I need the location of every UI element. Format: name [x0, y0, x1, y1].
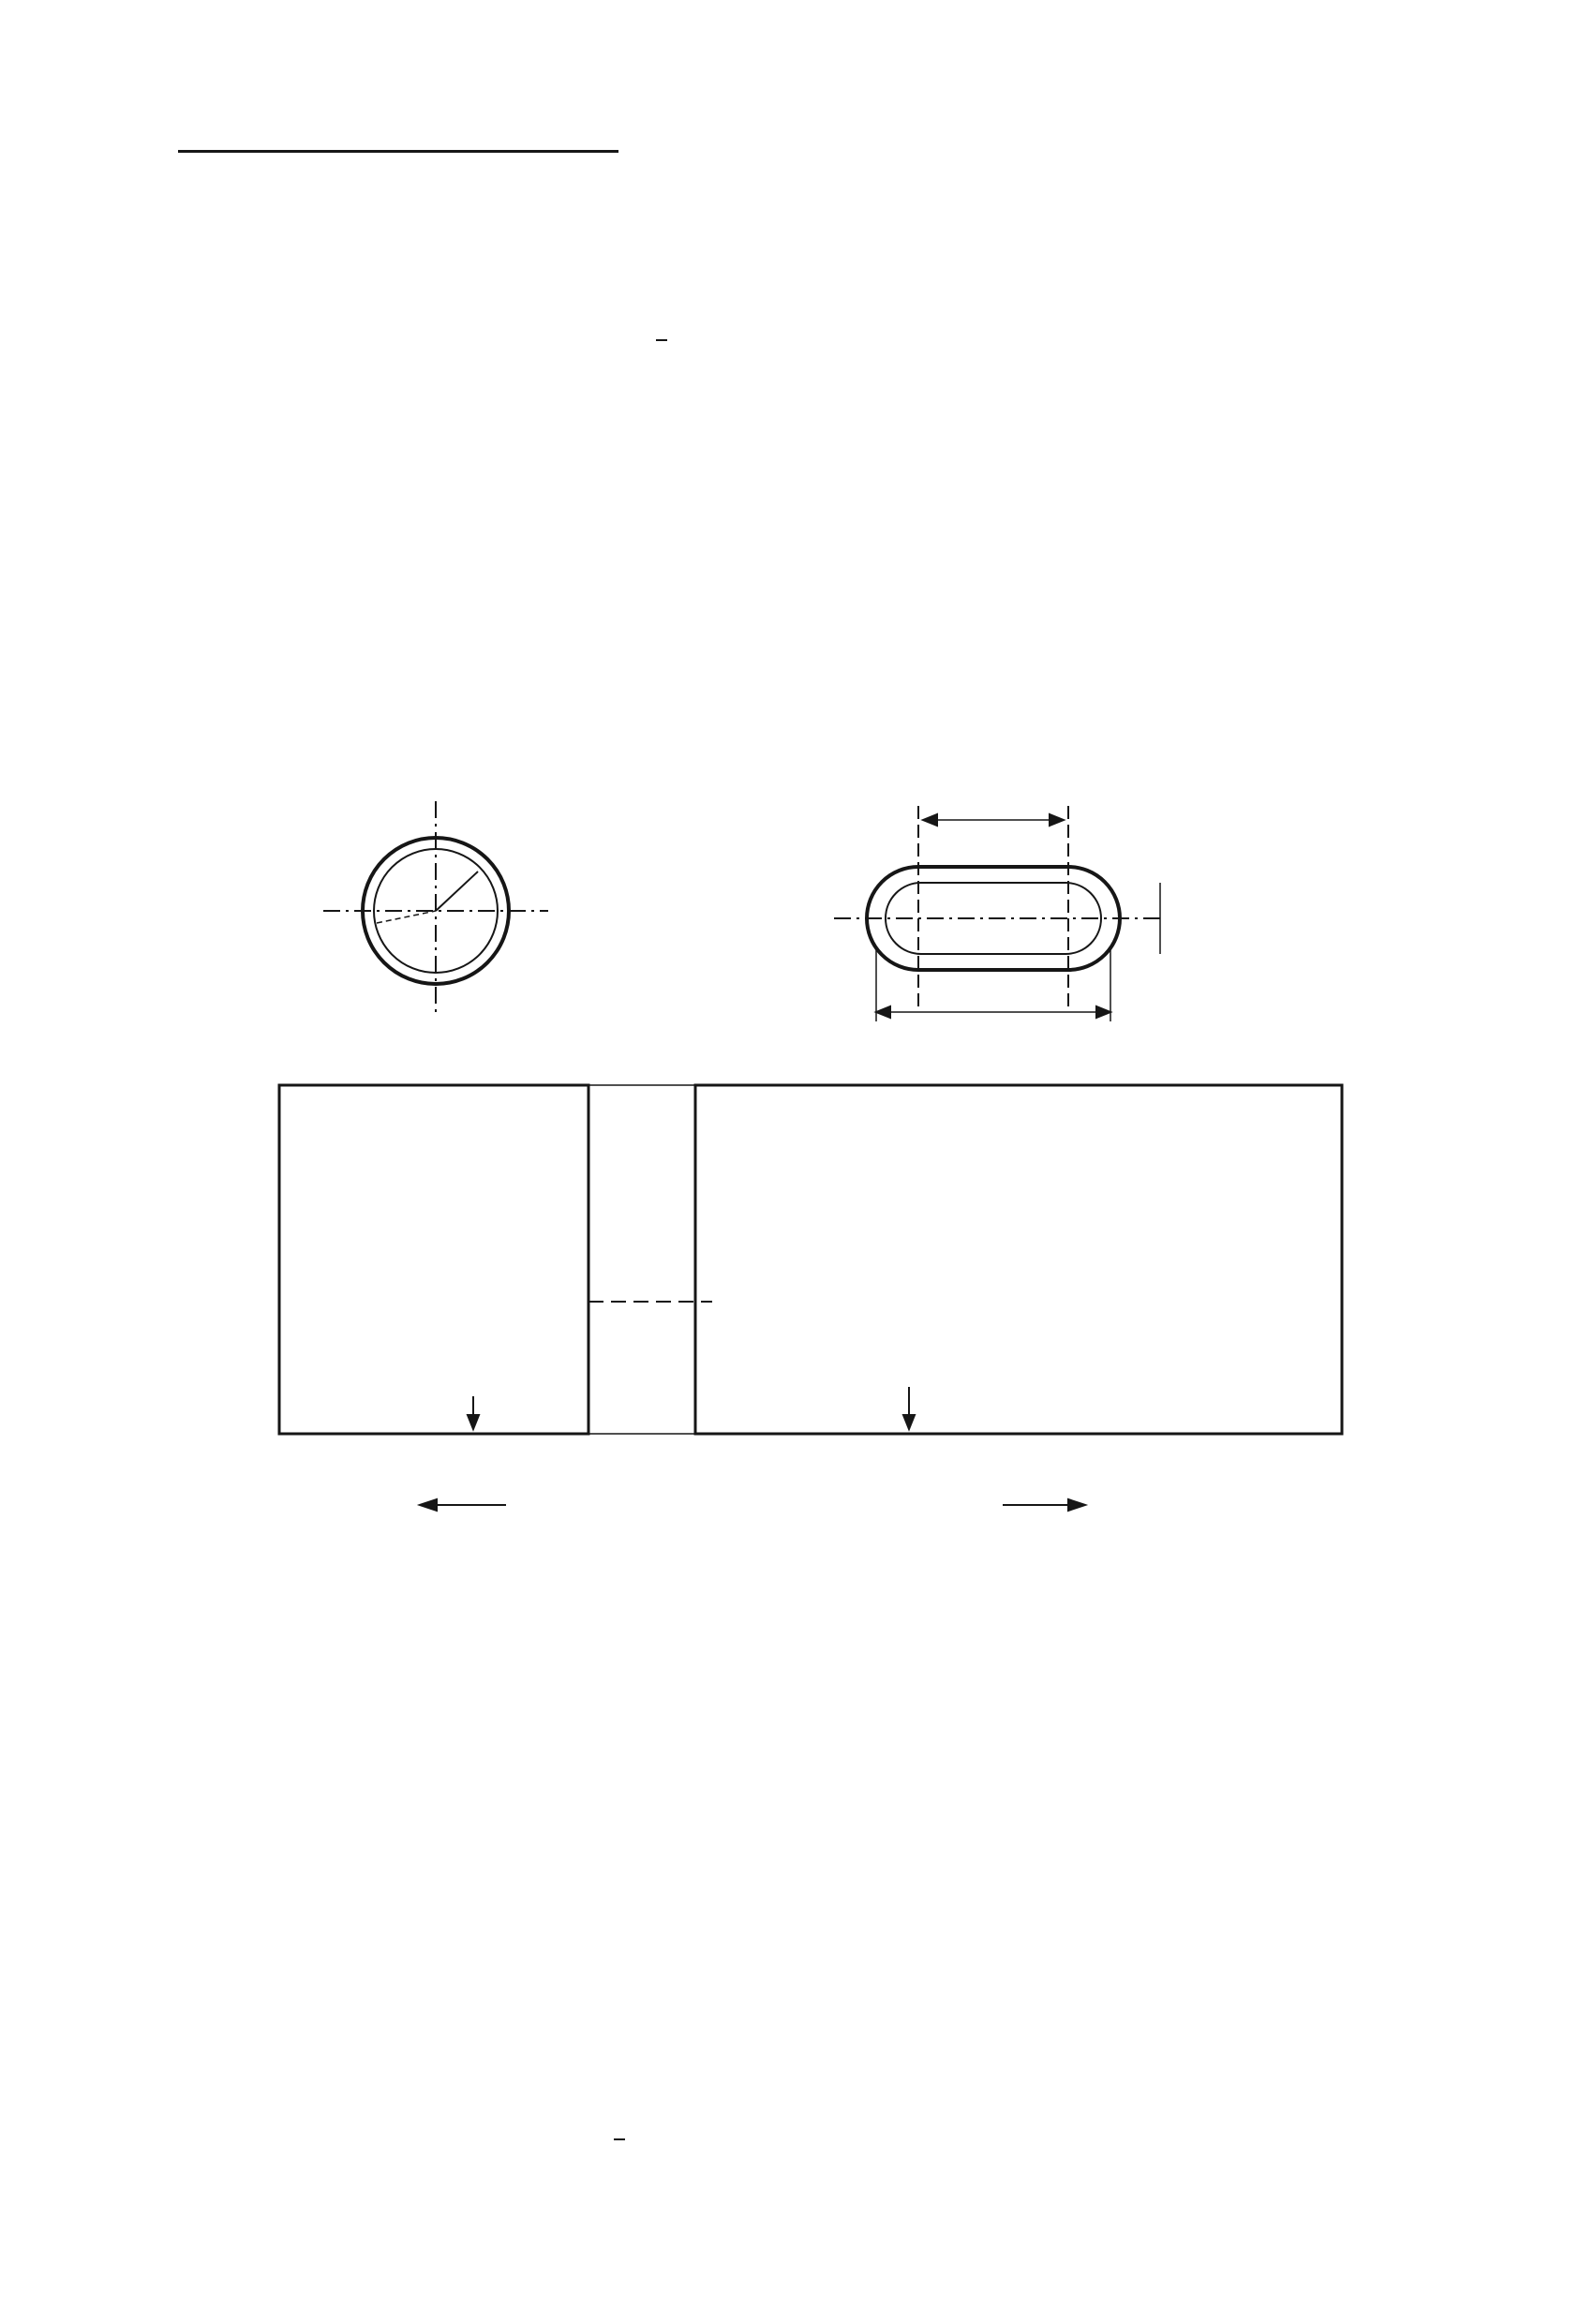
formula-3-fraction — [614, 2137, 625, 2142]
oval-section-drawing — [834, 806, 1162, 1021]
left-nomogram-grid — [279, 1085, 588, 1434]
formula-3-denominator — [614, 2138, 625, 2142]
right-nomogram-grid — [695, 1085, 1342, 1434]
formula-3 — [614, 2116, 625, 2157]
round-section-drawing — [323, 801, 548, 1017]
